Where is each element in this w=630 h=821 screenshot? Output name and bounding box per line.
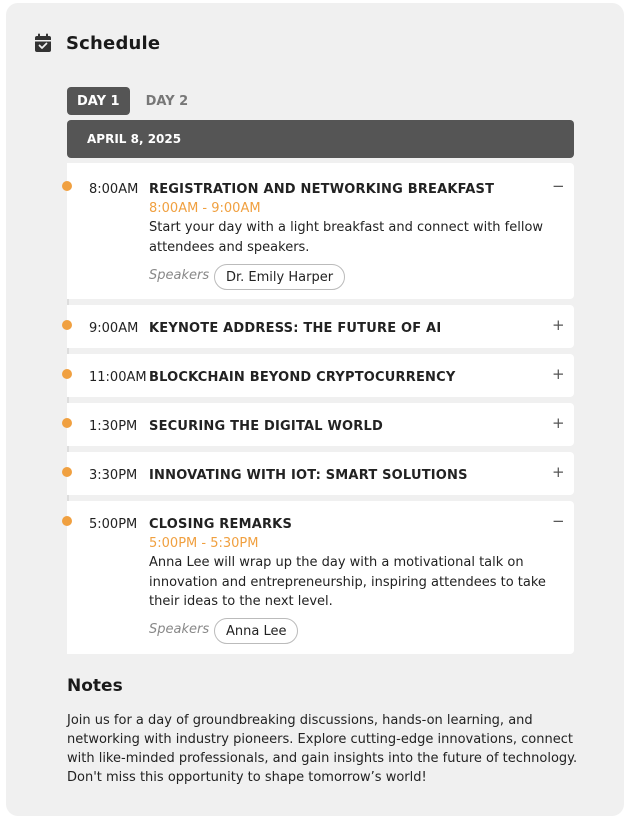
session-item[interactable] (67, 403, 574, 446)
timeline-dot (62, 320, 72, 330)
session-item[interactable] (67, 163, 574, 299)
session-title: KEYNOTE ADDRESS: THE FUTURE OF AI (149, 321, 442, 336)
session-item[interactable] (67, 452, 574, 495)
timeline-dot (62, 369, 72, 379)
speaker-chip[interactable]: Anna Lee (214, 618, 298, 644)
session-description: Start your day with a light breakfast and connect with fellow attendees and speakers. (149, 220, 544, 255)
session-description: Anna Lee will wrap up the day with a motivational talk on innovation and entrepreneurship, inspiring attendees to take their ideas to the next level. (149, 555, 546, 609)
session-title: SECURING THE DIGITAL WORLD (149, 419, 383, 434)
session-time-range: 8:00AM - 9:00AM (149, 201, 261, 216)
schedule-title: Schedule (66, 32, 161, 54)
timeline-dot (62, 181, 72, 191)
expand-icon[interactable]: + (552, 365, 565, 383)
timeline-dot (62, 418, 72, 428)
speakers-label: Speakers (149, 622, 210, 637)
expand-icon[interactable]: + (552, 463, 565, 481)
collapse-icon[interactable]: − (552, 512, 565, 530)
day-tabs (67, 87, 198, 115)
session-title: CLOSING REMARKS (149, 517, 293, 532)
collapse-icon[interactable]: − (552, 177, 565, 195)
session-time: 8:00AM (89, 182, 139, 197)
expand-icon[interactable]: + (552, 316, 565, 334)
tab-day-1[interactable]: DAY 1 (67, 87, 130, 115)
session-timeline (67, 163, 574, 653)
session-item[interactable] (67, 305, 574, 348)
speakers-label: Speakers (149, 268, 210, 283)
calendar-check-icon (34, 33, 52, 53)
session-item[interactable] (67, 501, 574, 654)
schedule-card (6, 3, 624, 816)
session-title: INNOVATING WITH IOT: SMART SOLUTIONS (149, 468, 468, 483)
session-time-range: 5:00PM - 5:30PM (149, 536, 259, 551)
session-title: REGISTRATION AND NETWORKING BREAKFAST (149, 182, 495, 197)
notes-text: Join us for a day of groundbreaking discussions, hands-on learning, and networking with industry pioneers. Explore cutting-edge innovations, connect with like-minded professionals, and gain insights into the future of technology. Don't miss this opportunity to shape tomorrow’s world! (67, 713, 578, 785)
schedule-header (34, 30, 160, 56)
speaker-chip[interactable]: Dr. Emily Harper (214, 264, 345, 290)
expand-icon[interactable]: + (552, 414, 565, 432)
session-time: 3:30PM (89, 468, 138, 483)
session-time: 9:00AM (89, 321, 139, 336)
timeline-dot (62, 516, 72, 526)
session-time: 1:30PM (89, 419, 138, 434)
notes-title: Notes (67, 676, 123, 696)
date-header: APRIL 8, 2025 (67, 120, 574, 158)
session-item[interactable] (67, 354, 574, 397)
tab-day-2[interactable]: DAY 2 (145, 93, 189, 109)
timeline-dot (62, 467, 72, 477)
session-time: 5:00PM (89, 517, 138, 532)
session-title: BLOCKCHAIN BEYOND CRYPTOCURRENCY (149, 370, 456, 385)
session-time: 11:00AM (89, 370, 147, 385)
